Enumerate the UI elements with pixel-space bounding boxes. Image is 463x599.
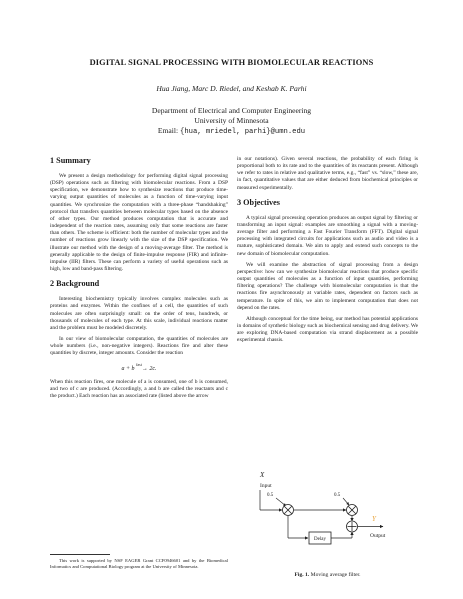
email-label: Email: bbox=[157, 126, 181, 135]
output-label: Output bbox=[370, 533, 386, 539]
background-continued-paragraph: in our notations). Given several reactions, the probability of each firing is proportional both to its rate and to the quantities of its reactants present. Although we refer to rates in relative and qualitative terms, e.g., “fast” vs. “slow,” these are, in fact, quantitative values that are either deduced from biochemical principles or measured experimentally. bbox=[237, 156, 418, 191]
right-column bbox=[237, 156, 418, 348]
coef1-arrow bbox=[276, 498, 286, 506]
footnote bbox=[50, 558, 228, 570]
background-paragraph-2: In our view of biomolecular computation, the quantities of molecules are whole numbers (i.e., non-negative integers). Reactions fire and alter these quantities by discrete, integer amounts. Consider the reaction bbox=[50, 335, 228, 357]
figure-caption bbox=[237, 572, 418, 578]
email-address: {hua, mriedel, parhi}@umn.edu bbox=[180, 128, 306, 136]
affiliation-univ: University of Minnesota bbox=[194, 116, 269, 125]
footnote-rule bbox=[50, 554, 110, 555]
affiliation-block bbox=[0, 106, 463, 137]
paper-title: DIGITAL SIGNAL PROCESSING WITH BIOMOLECULAR REACTIONS bbox=[89, 58, 374, 67]
affiliation-email-line bbox=[0, 126, 463, 137]
coef2-label: 0.5 bbox=[334, 493, 341, 498]
affiliation-dept: Department of Electrical and Computer Engineering bbox=[151, 106, 312, 115]
section-heading-background: 2 Background bbox=[50, 279, 100, 289]
summary-paragraph: We present a design methodology for performing digital signal processing (DSP) operations such as filtering with biomolecular reactions. From a DSP specification, we demonstrate how to synthesize reactions that produce time-varying output quantities of molecules as a function of time-varying input quantities. We synchronize the computation with a three-phase “handshaking” protocol that transfers quantities between molecular types based on the absence of other types. Our method produces computation that is accurate and independent of the reaction rates, assuming only that some reactions are faster than others. The scheme is efficient: both the number of molecular types and the number of reactions grow linearly with the size of the DSP specification. We illustrate our method with the design of a moving-average filter. The method is generally applicable to the design of finite-impulse response (FIR) and infinite-impulse (IIR) filters. These can perform a variety of useful operations such as high, low and band-pass filtering. bbox=[50, 173, 228, 273]
left-column bbox=[50, 156, 228, 404]
delay-label: Delay bbox=[314, 537, 326, 542]
equation-lhs: a + b bbox=[121, 366, 135, 373]
objectives-paragraph-3: Although conceptual for the time being, our method has potential applications in domains of synthetic biology such as biochemical sensing and drug delivery. We are exploring DNA-based computation via strand displacement as a possible experimental chassis. bbox=[237, 315, 418, 344]
moving-average-diagram bbox=[248, 468, 413, 568]
input-x-label: X bbox=[260, 471, 265, 479]
reaction-equation bbox=[50, 361, 228, 373]
figure-caption-text: Moving average filter. bbox=[310, 572, 361, 578]
section-heading-objectives: 3 Objectives bbox=[237, 197, 280, 207]
section-heading-summary: 1 Summary bbox=[50, 156, 91, 165]
equation-arrow-icon: → bbox=[141, 366, 148, 373]
objectives-paragraph-1: A typical signal processing operation produces an output signal by filtering or transforming an input signal: examples are smoothing a signal with a moving-average filter and performing a Fast Fourier Transform (FFT). Digital signal processing with integrated circuits for applications such as audio and video is a mature, sophisticated domain. We aim to apply and extend such concepts to the new domain of biomolecular computation. bbox=[237, 214, 418, 257]
input-label: Input bbox=[260, 483, 272, 489]
figure-caption-label: Fig. 1. bbox=[294, 572, 310, 578]
footnote-text: This work is supported by NSF EAGER Grant CCF0946601 and by the Biomedical Informatics and Computational Biology program at the University of Minnesota. bbox=[50, 558, 228, 569]
equation-rhs: 2c. bbox=[149, 366, 157, 373]
background-paragraph-3: When this reaction fires, one molecule of a is consumed, one of b is consumed, and two of c are produced. (Accordingly, a and b are called the reactants and c the product.) Each reaction has an associated rate (listed above the arrow bbox=[50, 378, 228, 399]
output-y-label: Y bbox=[372, 515, 376, 523]
figure-moving-average bbox=[248, 468, 413, 568]
coef1-label: 0.5 bbox=[267, 493, 274, 498]
equation-rate: fast bbox=[136, 362, 142, 368]
coef2-arrow bbox=[343, 498, 349, 505]
paper-authors: Hua Jiang, Marc D. Riedel, and Keshab K. Parhi bbox=[156, 84, 307, 93]
background-paragraph-1: Interesting biochemistry typically involves complex molecules such as proteins and enzymes. Within the confines of a cell, the quantities of such molecules are often surprisingly small: on the order of tens, hundreds, or thousands of molecules of each type. At this scale, individual reactions matter and the problem must be modeled discretely. bbox=[50, 296, 228, 331]
objectives-paragraph-2: We will examine the abstraction of signal processing from a design perspective: how can we synthesize biomolecular reactions that produce specific output quantities of molecules as a function of input quantities, performing filtering operations? The challenge with biomolecular computation is that the reactions fire asynchronously at variable rates, dependent on factors such as temperature. In spite of this, we aim to implement computation that does not depend on the rates. bbox=[237, 261, 418, 311]
